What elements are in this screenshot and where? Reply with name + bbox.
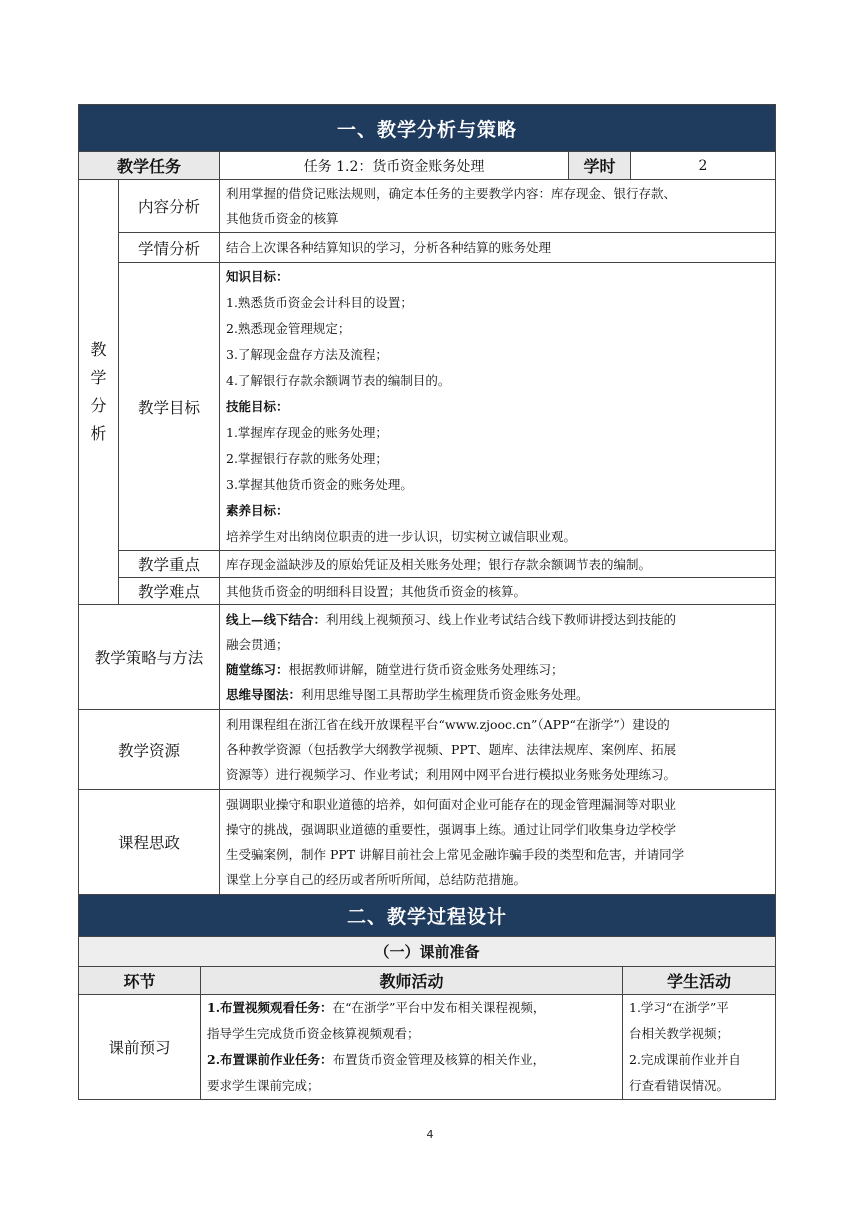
analysis-table — [78, 104, 776, 895]
ideology-line: 生受骗案例，制作 PPT 讲解目前社会上常见金融诈骗手段的类型和危害，并请同学 — [226, 847, 685, 862]
col-student: 学生活动 — [623, 967, 776, 995]
difficult-text: 其他货币资金的明细科目设置；其他货币资金的核算。 — [220, 578, 776, 605]
strategy-line — [226, 682, 769, 707]
resource-text — [220, 710, 776, 790]
analysis-side-label — [79, 180, 119, 605]
teacher-line — [207, 995, 616, 1021]
strategy-practice-text: 根据教师讲解，随堂进行货币资金账务处理练习； — [288, 662, 564, 677]
goal-item: 2.熟悉现金管理规定； — [226, 320, 351, 336]
strategy-practice-head: 随堂练习： — [226, 662, 289, 677]
quality-heading: 素养目标： — [226, 502, 289, 518]
student-line: 行查看错误情况。 — [629, 1078, 730, 1093]
goal-item: 2.掌握银行存款的账务处理； — [226, 450, 388, 466]
teacher-line: 要求学生课前完成； — [207, 1078, 320, 1093]
goal-item: 4.了解银行存款余额调节表的编制目的。 — [226, 372, 451, 388]
strategy-mindmap-text: 利用思维导图工具帮助学生梳理货币资金账务处理。 — [301, 687, 589, 702]
resource-line: 各种教学资源（包括教学大纲教学视频、PPT、题库、法律法规库、案例库、拓展 — [226, 742, 677, 757]
hours-label: 学时 — [569, 152, 631, 180]
resource-line: 资源等）进行视频学习、作业考试；利用网中网平台进行模拟业务账务处理练习。 — [226, 767, 677, 782]
skill-heading: 技能目标： — [226, 398, 289, 414]
analysis-char: 析 — [90, 424, 107, 443]
content-line: 利用掌握的借贷记账法规则，确定本任务的主要教学内容：库存现金、银行存款、 — [226, 186, 677, 201]
strategy-line: 融会贯通； — [226, 637, 289, 652]
goals-label: 教学目标 — [119, 263, 220, 551]
knowledge-heading: 知识目标： — [226, 268, 289, 284]
content-line: 其他货币资金的核算 — [226, 211, 339, 226]
strategy-mindmap-head: 思维导图法： — [226, 687, 302, 702]
analysis-char: 教 — [90, 340, 107, 359]
teacher-task1-text: 在“在浙学”平台中发布相关课程视频， — [332, 1000, 546, 1015]
process-table — [78, 894, 776, 1100]
strategy-label: 教学策略与方法 — [79, 605, 220, 710]
analysis-char: 分 — [90, 396, 107, 415]
student-line: 2.完成课前作业并自 — [629, 1052, 741, 1067]
page-number: 4 — [426, 1128, 434, 1141]
learner-text: 结合上次课各种结算知识的学习，分析各种结算的账务处理 — [220, 233, 776, 263]
strategy-line — [226, 657, 769, 682]
difficult-label: 教学难点 — [119, 578, 220, 605]
stage-preview: 课前预习 — [79, 995, 201, 1100]
ideology-line: 强调职业操守和职业道德的培养，如何面对企业可能存在的现金管理漏洞等对职业 — [226, 797, 677, 812]
section1-title: 一、教学分析与策略 — [79, 105, 776, 152]
ideology-line: 操守的挑战，强调职业道德的重要性，强调事上练。通过让同学们收集身边学校学 — [226, 822, 677, 837]
ideology-line: 课堂上分享自己的经历或者所听所闻，总结防范措施。 — [226, 872, 527, 887]
teacher-task1-head: 1.布置视频观看任务： — [207, 1000, 333, 1015]
student-line: 台相关教学视频； — [629, 1026, 730, 1041]
key-label: 教学重点 — [119, 551, 220, 578]
key-text: 库存现金溢缺涉及的原始凭证及相关账务处理；银行存款余额调节表的编制。 — [220, 551, 776, 578]
document-page — [78, 104, 775, 1100]
strategy-online-text: 利用线上视频预习、线上作业考试结合线下教师讲授达到技能的 — [326, 612, 677, 627]
teacher-task2-head: 2.布置课前作业任务： — [207, 1052, 333, 1067]
learner-label: 学情分析 — [119, 233, 220, 263]
goals-text — [220, 263, 776, 551]
student-line: 1.学习“在浙学”平 — [629, 1000, 729, 1015]
resource-line: 利用课程组在浙江省在线开放课程平台“www.zjooc.cn”（APP“在浙学”）建设的 — [226, 717, 670, 732]
student-activity — [623, 995, 776, 1100]
col-stage: 环节 — [79, 967, 201, 995]
goal-item: 1.熟悉货币资金会计科目的设置； — [226, 294, 413, 310]
goal-item: 培养学生对出纳岗位职责的进一步认识，切实树立诚信职业观。 — [226, 528, 577, 544]
col-teacher: 教师活动 — [201, 967, 623, 995]
content-text — [220, 180, 776, 233]
task-value: 任务 1.2：货币资金账务处理 — [220, 152, 569, 180]
content-label: 内容分析 — [119, 180, 220, 233]
hours-value: 2 — [631, 152, 776, 180]
teacher-task2-text: 布置货币资金管理及核算的相关作业， — [332, 1052, 546, 1067]
strategy-online-head: 线上—线下结合： — [226, 612, 327, 627]
goal-item: 3.了解现金盘存方法及流程； — [226, 346, 388, 362]
teacher-line — [207, 1047, 616, 1073]
section2-title: 二、教学过程设计 — [79, 895, 776, 937]
goal-item: 1.掌握库存现金的账务处理； — [226, 424, 388, 440]
resource-label: 教学资源 — [79, 710, 220, 790]
task-label: 教学任务 — [79, 152, 220, 180]
analysis-char: 学 — [90, 368, 107, 387]
ideology-text — [220, 790, 776, 895]
ideology-label: 课程思政 — [79, 790, 220, 895]
goal-item: 3.掌握其他货币资金的账务处理。 — [226, 476, 413, 492]
section2-subtitle: （一）课前准备 — [79, 937, 776, 967]
teacher-line: 指导学生完成货币资金核算视频观看； — [207, 1026, 420, 1041]
strategy-text — [220, 605, 776, 710]
teacher-activity — [201, 995, 623, 1100]
strategy-line — [226, 607, 769, 632]
